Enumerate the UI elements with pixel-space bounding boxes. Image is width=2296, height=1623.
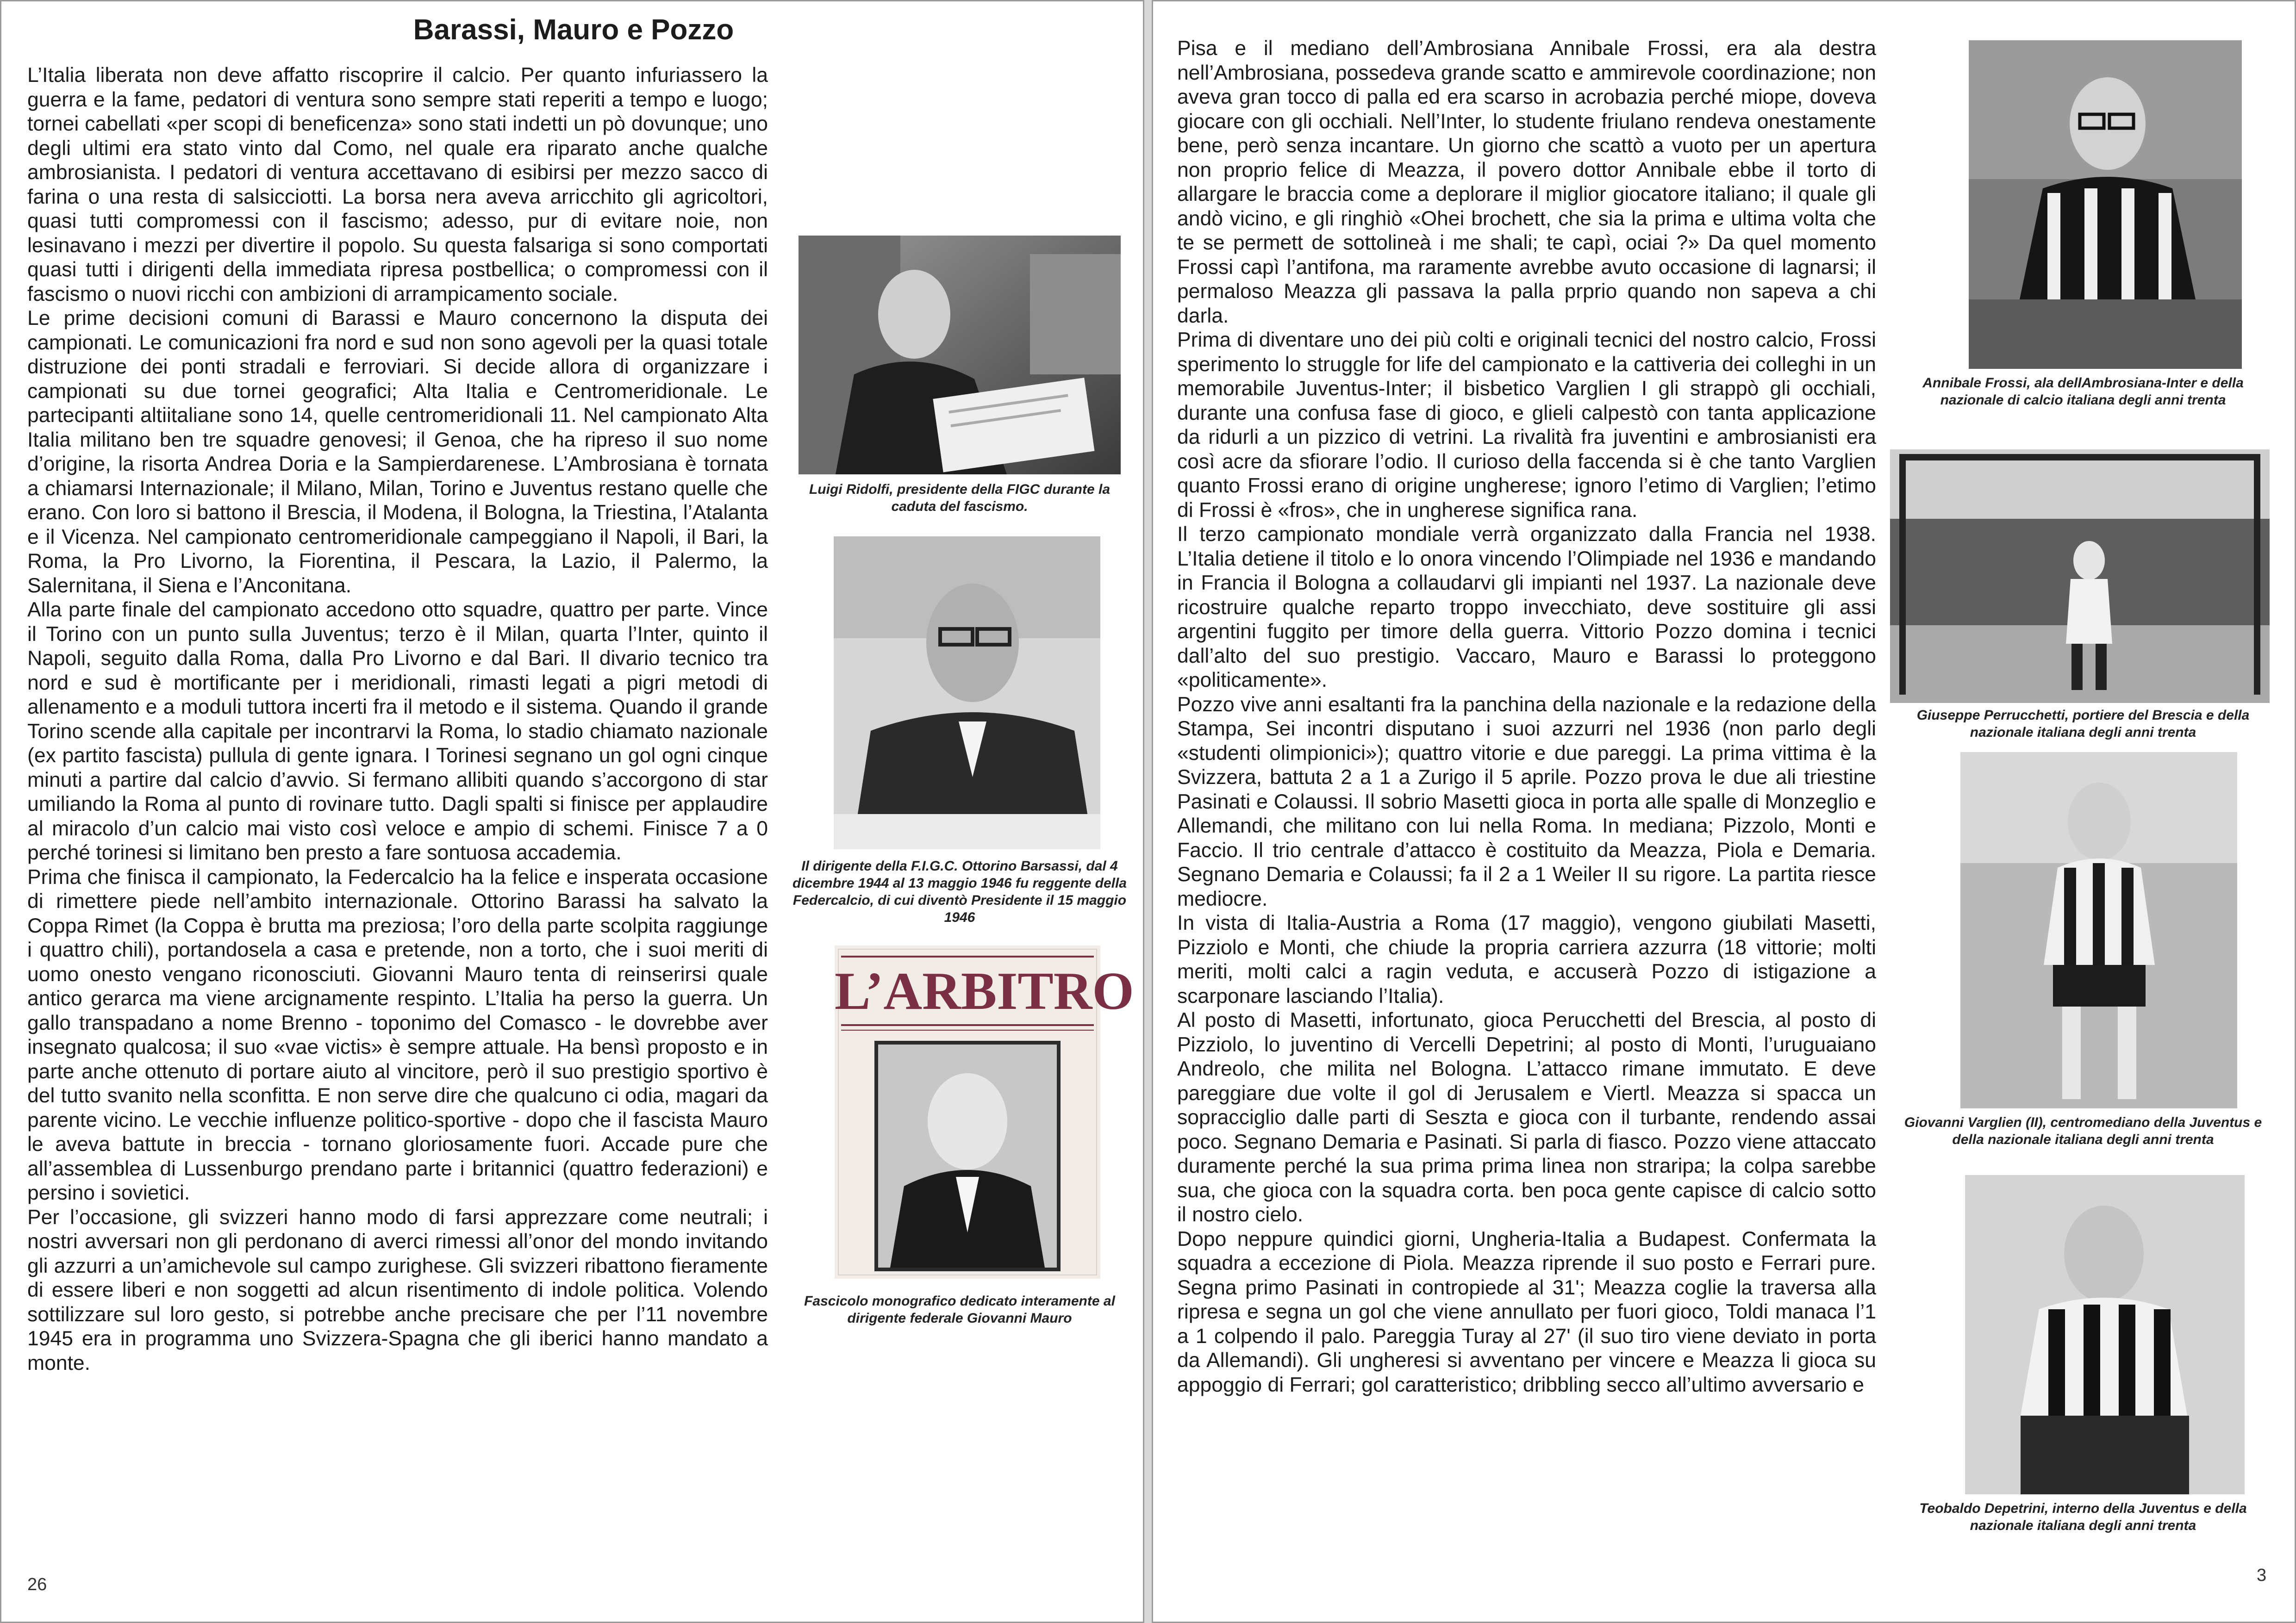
frossi-photo <box>1969 40 2242 369</box>
right-page <box>1152 0 2296 1623</box>
paragraph: L’Italia liberata non deve affatto riscoprire il calcio. Per quanto infuriassero la guerra e la fame, pedatori di ventura sono sempre stati reperiti a tempo e luogo; tornei cabellati «per scopi di beneficenza» sono stati indetti un pò dovunque; uno degli ultimi era stato vinto dal Como, nel quale era riparato anche qualche ambrosianista. I pedatori di ventura accettavano di esibirsi per mezzo sacco di farina o una resta di salsicciotti. La borsa nera aveva arricchito gli agricoltori, quasi tutti compromessi con il fascismo; adesso, pur di evitare noie, non lesinavano i mezzi per divertire il popolo. Su questa falsariga si sono comportati quasi tutti i dirigenti della immediata ripresa postbellica; o compromessi con il fascismo o nuovi ricchi con ambizioni di arrampicamento sociale. <box>27 64 768 305</box>
paragraph: Dopo neppure quindici giorni, Ungheria-Italia a Budapest. Confermata la squadra a eccezione di Piola. Meazza riprende il suo posto e Ferrari pure. Segna primo Pasinati in contropiede al 31'; Meazza coglie la traversa alla ripresa e segna un gol che viene annullato per fuori gioco, Toldi manaca l’1 a 1 colpendo il palo. Pareggia Turay al 27' (il suo tiro viene deviato in porta da Allemandi). Gli ungheresi si avventano per vincere e Meazza li gioca su appoggio di Ferrari; gol caratteristico; dribbling secco all’ultimo avversario e <box>1177 1227 1876 1396</box>
perucchetti-caption: Giuseppe Perrucchetti, portiere del Brescia e della nazionale italiana degli anni trenta <box>1916 708 2250 740</box>
article-text-left <box>27 63 768 1375</box>
page-title: Barassi, Mauro e Pozzo <box>413 14 734 46</box>
varglien-photo <box>1960 752 2237 1108</box>
mauro-caption: Fascicolo monografico dedicato interamente al dirigente federale Giovanni Mauro <box>804 1293 1115 1326</box>
left-page <box>0 0 1144 1623</box>
varglien-caption: Giovanni Varglien (II), centromediano della Juventus e della nazionale italiana degli anni trenta <box>1904 1115 2262 1147</box>
paragraph: Pisa e il mediano dell’Ambrosiana Annibale Frossi, era ala destra nell’Ambrosiana, possedeva grande scatto e ammirevole coordinazione; non aveva gran tocco di palla ed era scarso in acrobazia perché miope, doveva giocare con gli occhiali. Nell’Inter, lo studente friulano rendeva onestamente bene, però senza incantare. Un giorno che scattò a vuoto per un apertura non proprio felice di Meazza, il povero dottor Annibale ebbe il torto di allargare le braccia come a deplorare il miglior giocatore italiano; il quale gli andò vicino, e gli ringhiò «Ohei brochett, che sia la prima e ultima volta che te se permett de sottolineà i me shali; te capì, ociai ?» Da quel momento Frossi capì l’antifona, ma raramente avrebbe avuto occasione di lagnarsi; il permaloso Meazza gli passava la palla prprio quando non sapeva a chi darla. <box>1177 37 1876 327</box>
paragraph: Prima che finisca il campionato, la Federcalcio ha la felice e insperata occasione di rimettere piede nell’ambito internazionale. Ottorino Barassi ha salvato la Coppa Rimet (la Coppa è brutta ma preziosa; l’oro della parte scolpita raggiunge i quattro chili), portandosela a casa e pretende, non a torto, che i suoi meriti di uomo onesto vengano riconosciuti. Giovanni Mauro tenta di reinserirsi quale antico gerarca ma viene arcignamente respinto. L’Italia ha perso la guerra. Un gallo transpadano a nome Brenno - toponimo del Comasco - le dovrebbe aver insegnato qualcosa; il suo «vae victis» è sempre attuale. Ha bensì proposto e in parte anche ottenuto di portare aiuto al vincitore, però il suo prestigio sportivo è del tutto svanito nella sconfitta. E non serve dire che qualcuno ci odia, magari da parente vicino. Le vecchie influenze politico-sportive - dopo che il fascista Mauro le aveva battute in breccia - tornano gloriosamente fuori. Accade pure che all’assemblea di Lussenburgo prendano parte i britannici (quattro federazioni) e persino i sovietici. <box>27 865 768 1204</box>
paragraph: Al posto di Masetti, infortunato, gioca Perucchetti del Brescia, al posto di Pizziolo, lo juventino di Vercelli Depetrini; al posto di Monti, l’uruguaiano Andreolo, che milita nel Bologna. L’attacco rimane immutato. E deve pareggiare due volte il gol di Jerusalem e Viertl. Meazza si spacca un sopracciglio dalle parti di Seszta e gioca con il turbante, rendendo assai poco. Segnano Demaria e Pasinati. Si parla di fiasco. Pozzo viene attaccato duramente perché la sua prima prima linea non straripa; la colpa sarebbe sua, che gioca con la squadra corta. ben poca gente capisce di calcio sotto il nostro cielo. <box>1177 1009 1876 1226</box>
frossi-caption: Annibale Frossi, ala dellAmbrosiana-Inter e della nazionale di calcio italiana degli anni trenta <box>1922 375 2244 408</box>
depetrini-photo <box>1965 1175 2245 1494</box>
paragraph: Alla parte finale del campionato accedono otto squadre, quattro per parte. Vince il Torino con un punto sulla Juventus; terzo è il Milan, quarta l’Inter, quinto il Napoli, seguito dalla Roma, dalla Pro Livorno e dal Bari. Il divario tecnico tra nord e sud è mortificante per i meridionali, rimasti legati a pigri metodi di allenamento e a moduli tuttora incerti fra il metodo e il sistema. Quando il grande Torino scende alla capitale per incontrarvi la Roma, lo stadio chiamato nazionale (ex partito fascista) pullula di gente ignara. I Torinesi segnano un gol ogni cinque minuti a partire dal calcio d’avvio. Si fermano allibiti quando s’accorgono di star umiliando la Roma al punto di rovinare tutto. Dagli spalti si finisce per applaudire al miracolo d’un calcio mai visto così veloce e ampio di schemi. Finisce 7 a 0 perché torinesi si limitano ben presto a fare sontuosa accademia. <box>27 598 768 864</box>
arbitro-magazine-cover <box>835 945 1134 1279</box>
paragraph: Le prime decisioni comuni di Barassi e Mauro concernono la disputa dei campionati. Le comunicazioni fra nord e sud non sono agevoli per la quasi totale distruzione dei ponti stradali e ferroviari. Si decide allora di organizzare i campionati su due tornei geografici; Alta Italia e Centromeridionale. Le partecipanti altiitaliane sono 14, quelle centromeridionali 11. Nel campionato Alta Italia militano ben tre squadre genovesi; il Genoa, che ha ripreso il suo nome d’origine, la risorta Andrea Doria e la Sampierdarenese. L’Ambrosiana è tornata a chiamarsi Internazionale; il Milano, Milan, Torino e Juventus restano quelle che erano. Con loro si battono il Brescia, il Modena, il Bologna, la Triestina, l’Atalanta e il Vicenza. Nel campionato centromeridionale campeggiano il Napoli, il Bari, la Roma, la Pro Livorno, la Fiorentina, il Pescara, la Lazio, il Palermo, la Salernitana, il Siena e l’Anconitana. <box>27 307 768 597</box>
paragraph: Il terzo campionato mondiale verrà organizzato dalla Francia nel 1938. L’Italia detiene il titolo e lo onora vincendo l’Olimpiade nel 1936 e mandando in Francia il Bologna a collaudarvi gli impianti nel 1937. La nazionale deve ricostruire qualche reparto troppo invecchiato, deve sostituire gli assi argentini fuggito per timore della guerra. Vittorio Pozzo domina i tecnici dall’alto del suo prestigio. Vaccaro, Mauro e Barassi lo proteggono «politicamente». <box>1177 523 1876 691</box>
ridolfi-photo <box>799 236 1121 474</box>
paragraph: Per l’occasione, gli svizzeri hanno modo di farsi apprezzare come neutrali; i nostri avversari non gli perdonano di averci rimessi all’onor del mondo invitando gli azzurri a un’amichevole sul campo zurighese. Gli svizzeri ribattono fieramente di essere liberi e non soggetti ad alcun risentimento di indole politica. Volendo sottilizzare sul loro gesto, si potrebbe anche precisare che per l’11 novembre 1945 era in programma uno Svizzera-Spagna che gli iberici hanno mandato a monte. <box>27 1206 768 1374</box>
paragraph: In vista di Italia-Austria a Roma (17 maggio), vengono giubilati Masetti, Pizziolo e Monti, che chiude la propria carriera azzurra (18 vittorie; molti meriti, molti calci a ragin veduta, e accuserà Pozzo di istigazione a scarponare lasciando l’Italia). <box>1177 912 1876 1007</box>
perucchetti-photo <box>1890 449 2270 703</box>
page-number-right: 3 <box>2257 1566 2267 1585</box>
paragraph: Pozzo vive anni esaltanti fra la panchina della nazionale e la redazione della Stampa, Sei incontri disputano i suoi azzurri nel 1936 (non parlo degli «studenti olimpionici»); quattro vitorie e due pareggi. La prima vittima è la Svizzera, battuta 2 a 1 a Zurigo il 5 aprile. Pozzo prova le due ali triestine Pasinati e Colaussi. Il sobrio Masetti gioca in porta alle spalle di Monzeglio e Allemandi, che militano con lui nella Roma. In mediana; Pizzolo, Monti e Faccio. Il trio centrale d’attacco è costituito da Meazza, Piola e Demaria. Segnano Demaria e Colaussi; fa il 2 a 1 Weiler II su rigore. La partita riesce mediocre. <box>1177 693 1876 910</box>
book-spine <box>1144 0 1152 1623</box>
ridolfi-caption: Luigi Ridolfi, presidente della FIGC durante la caduta del fascismo. <box>809 482 1111 514</box>
article-text-right <box>1177 37 1876 1397</box>
barassi-photo <box>834 536 1100 849</box>
page-number-left: 26 <box>27 1575 47 1594</box>
paragraph: Prima di diventare uno dei più colti e originali tecnici del nostro calcio, Frossi sperimento lo struggle for life del campionato e la cattiveria dei colleghi in un memorabile Juventus-Inter; il bisbetico Varglien I gli strappò gli occhiali, durante una confusa fase di gioco, e glieli calpestò con tanta applicazione da ridurli a un pizzico di vetrini. La rivalità fra juventini e ambrosianisti era così acre da sfiorare l’odio. Il curioso della faccenda si è che tanto Varglien quanto Frossi erano di origine ungherese; ignoro l’etimo di Varglien; l’etimo di Frossi è «fros», che in ungherese significa rana. <box>1177 329 1876 522</box>
barassi-caption: Il dirigente della F.I.G.C. Ottorino Barsassi, dal 4 dicembre 1944 al 13 maggio 1946 fu reggente della Federcalcio, di cui diventò Presidente il 15 maggio 1946 <box>792 858 1127 925</box>
magazine-title: L’ARBITRO <box>835 962 1134 1021</box>
depetrini-caption: Teobaldo Depetrini, interno della Juventus e della nazionale italiana degli anni trenta <box>1919 1501 2247 1533</box>
